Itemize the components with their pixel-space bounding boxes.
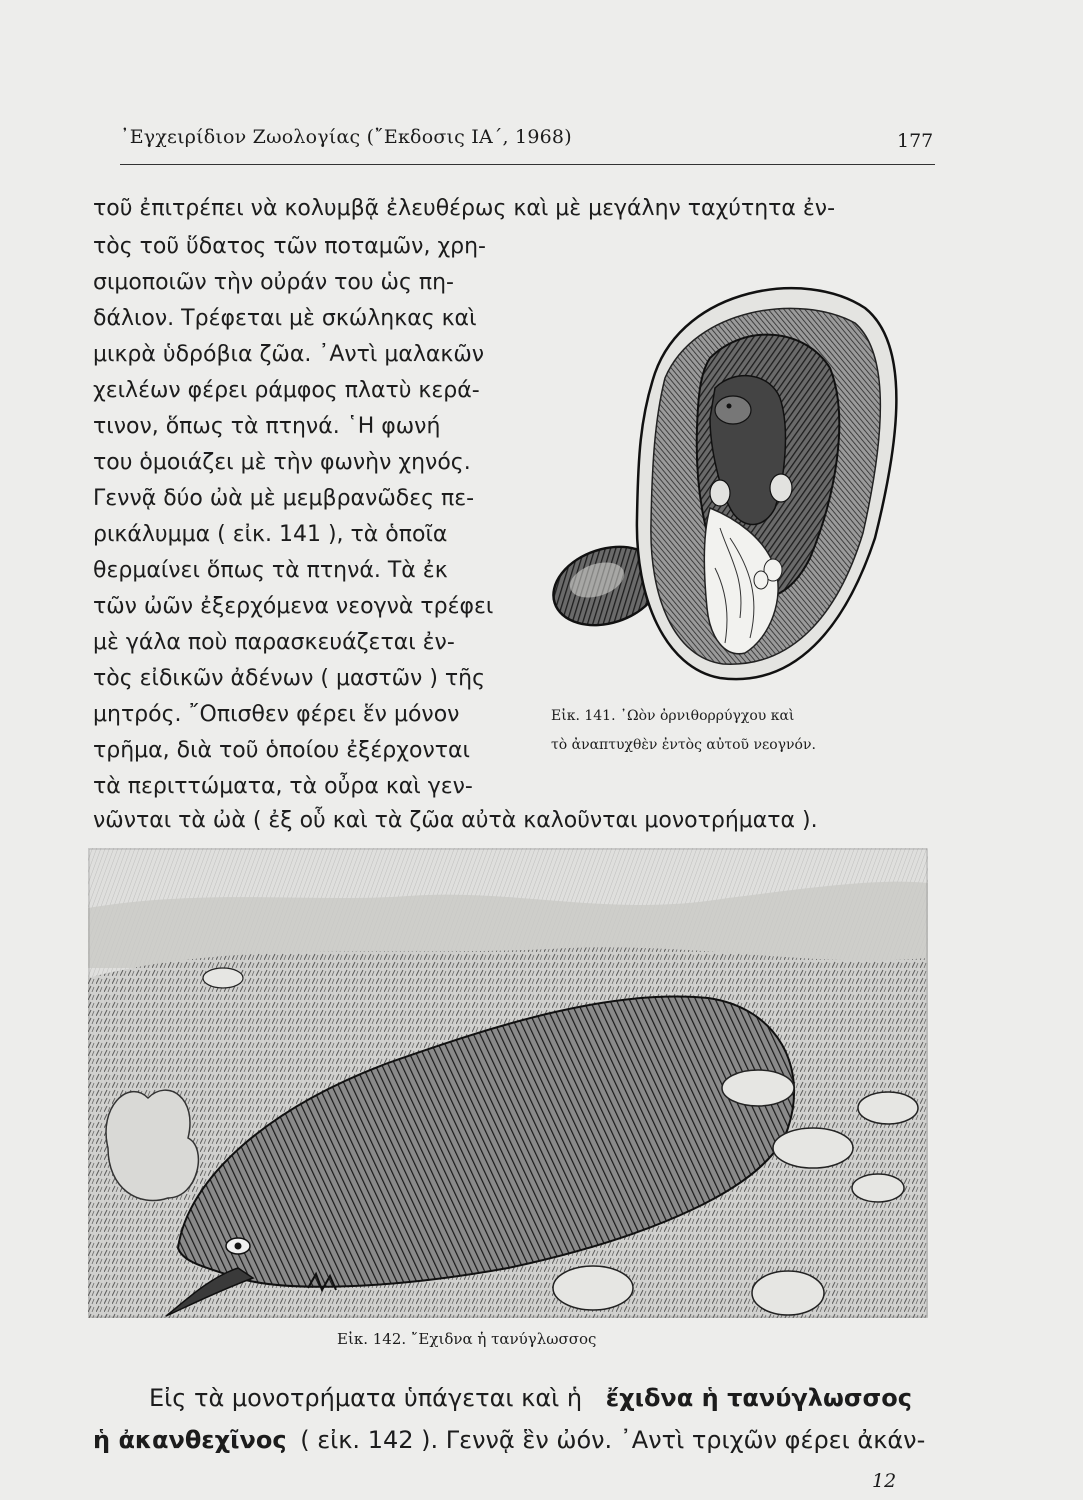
body-line: του ὁμοιάζει μὲ τὴν φωνὴν χηνός. [93, 450, 471, 475]
body-line: Γεννᾷ δύο ὠὰ μὲ μεμβρανῶδες πε- [93, 486, 475, 511]
body-line: τῶν ὠῶν ἐξερχόμενα νεογνὰ τρέφει [93, 594, 494, 619]
figure-142-caption: Εἰκ. 142. ῎Εχιδνα ἡ τανύγλωσσος [337, 1330, 597, 1348]
body-line: μὲ γάλα ποὺ παρασκευάζεται ἐν- [93, 630, 455, 655]
figure-141-caption-line2: τὸ ἀναπτυχθὲν ἐντὸς αὐτοῦ νεογνόν. [551, 737, 816, 753]
body-line: μητρός. ῎Οπισθεν φέρει ἕν μόνον [93, 702, 460, 727]
body-line: θερμαίνει ὅπως τὰ πτηνά. Τὰ ἐκ [93, 558, 448, 583]
body-line: ρικάλυμμα ( εἰκ. 141 ), τὰ ὁποῖα [93, 522, 448, 547]
bottom-text-line1-start: Εἰς τὰ μονοτρήματα ὑπάγεται καὶ ἡ [149, 1384, 583, 1412]
body-line: νῶνται τὰ ὠὰ ( ἐξ οὗ καὶ τὰ ζῶα αὐτὰ καλοῦνται μονοτρήματα ). [93, 808, 818, 833]
body-line: τρῆμα, διὰ τοῦ ὁποίου ἐξέρχονται [93, 738, 470, 763]
platypus-egg-illustration [545, 268, 935, 708]
body-line: μικρὰ ὑδρόβια ζῶα. ᾿Αντὶ μαλακῶν [93, 342, 485, 367]
term-echidna: ἔχιδνα ἡ τανύγλωσσος [605, 1384, 912, 1412]
body-line: τὸς εἰδικῶν ἀδένων ( μαστῶν ) τῆς [93, 666, 486, 691]
body-line: τινον, ὅπως τὰ πτηνά. ῾Η φωνή [93, 414, 441, 439]
body-line: δάλιον. Τρέφεται μὲ σκώληκας καὶ [93, 306, 477, 331]
running-head-title: ᾿Εγχειρίδιον Ζωολογίας (῎Εκδοσις ΙΑ΄, 1968) [120, 126, 572, 148]
body-line: τὰ περιττώματα, τὰ οὖρα καὶ γεν- [93, 774, 473, 799]
bottom-text-line2 [93, 1426, 925, 1454]
body-line: σιμοποιῶν τὴν οὐράν του ὡς πη- [93, 270, 454, 295]
bottom-text-line2-rest: ( εἰκ. 142 ). Γεννᾷ ἓν ὠόν. ᾿Αντὶ τριχῶν φέρει ἀκάν- [300, 1426, 926, 1454]
figure-141-caption-line1: Εἰκ. 141. ᾿Ωὸν ὀρνιθορρύγχου καὶ [551, 708, 795, 724]
body-line: τοῦ ἐπιτρέπει νὰ κολυμβᾷ ἐλευθέρως καὶ μὲ μεγάλην ταχύτητα ἐν- [93, 196, 836, 221]
page-number: 177 [897, 130, 934, 152]
gathering-mark: 12 [872, 1470, 897, 1492]
term-akanthechinos: ἡ ἀκανθεχῖνος [93, 1426, 287, 1454]
echidna-illustration [88, 848, 928, 1318]
body-line: τὸς τοῦ ὕδατος τῶν ποταμῶν, χρη- [93, 234, 486, 259]
bottom-text-line1 [149, 1384, 912, 1412]
body-line: χειλέων φέρει ράμφος πλατὺ κερά- [93, 378, 480, 403]
header-rule [120, 164, 935, 165]
